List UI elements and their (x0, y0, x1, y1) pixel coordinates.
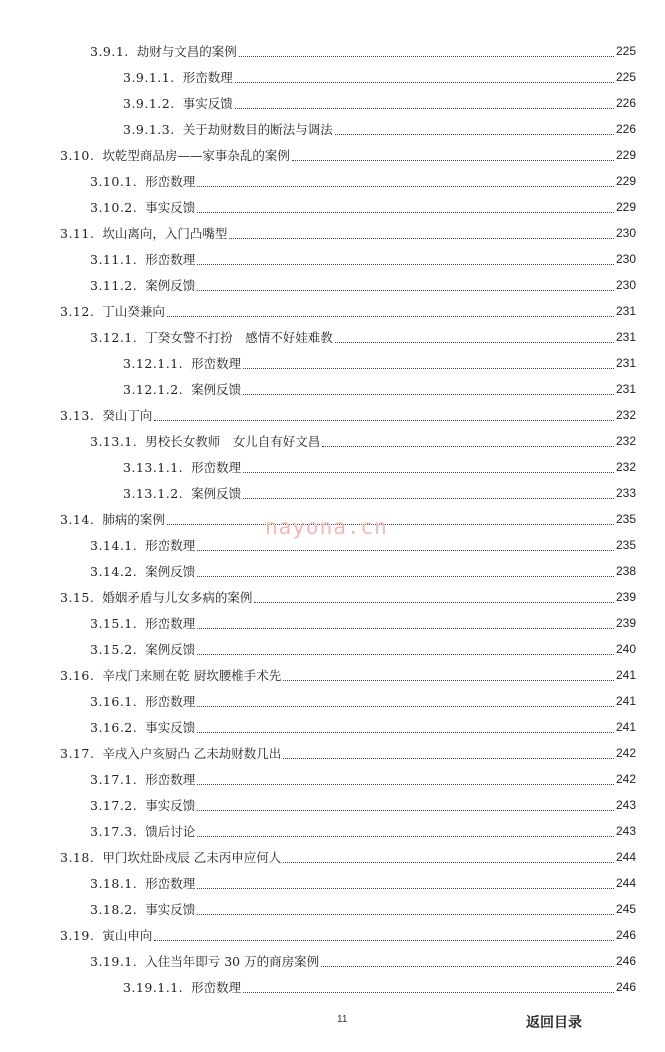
toc-dot-leader (322, 446, 614, 447)
toc-entry-page: 242 (615, 746, 636, 760)
toc-entry-page: 226 (615, 122, 636, 136)
toc-entry-page: 229 (615, 174, 636, 188)
toc-entry-page: 243 (615, 798, 636, 812)
toc-entry-page: 239 (615, 590, 636, 604)
toc-dot-leader (335, 134, 614, 135)
toc-entry[interactable] (0, 38, 665, 64)
toc-dot-leader (235, 82, 614, 83)
toc-entry-page: 225 (615, 44, 636, 58)
toc-entry-page: 232 (615, 434, 636, 448)
toc-entry-title: 事实反馈 (145, 798, 196, 813)
toc-dot-leader (197, 550, 614, 551)
toc-entry-title: 形峦数理 (145, 538, 196, 553)
toc-dot-leader (197, 654, 614, 655)
toc-dot-leader (197, 732, 614, 733)
toc-entry[interactable] (0, 324, 665, 350)
toc-entry-title: 入住当年即亏 30 万的商房案例 (145, 954, 320, 969)
toc-entry-number: 3.10.2. (90, 199, 138, 215)
toc-dot-leader (197, 888, 614, 889)
toc-entry-number: 3.10. (60, 147, 95, 163)
toc-entry[interactable] (0, 688, 665, 714)
toc-dot-leader (197, 264, 614, 265)
toc-entry-page: 235 (615, 512, 636, 526)
toc-entry-number: 3.9.1.1. (123, 69, 175, 85)
toc-entry[interactable] (0, 116, 665, 142)
toc-entry[interactable] (0, 246, 665, 272)
toc-entry-page: 246 (615, 928, 636, 942)
toc-entry-number: 3.13. (60, 407, 95, 423)
toc-entry-title: 案例反馈 (191, 382, 242, 397)
toc-entry-number: 3.9.1.2. (123, 95, 175, 111)
toc-entry-title: 形峦数理 (191, 980, 242, 995)
toc-entry-page: 244 (615, 876, 636, 890)
toc-entry-number: 3.11. (60, 225, 95, 241)
toc-entry-page: 244 (615, 850, 636, 864)
toc-entry-number: 3.15.1. (90, 615, 138, 631)
toc-entry-page: 229 (615, 148, 636, 162)
toc-entry-number: 3.17.1. (90, 771, 138, 787)
toc-entry-title: 肺病的案例 (102, 512, 165, 527)
toc-entry-number: 3.19.1. (90, 953, 138, 969)
toc-entry-number: 3.19. (60, 927, 95, 943)
toc-entry-page: 241 (615, 720, 636, 734)
toc-entry-number: 3.12. (60, 303, 95, 319)
toc-entry[interactable] (0, 870, 665, 896)
toc-entry[interactable] (0, 558, 665, 584)
toc-entry[interactable] (0, 818, 665, 844)
toc-dot-leader (197, 914, 614, 915)
toc-dot-leader (197, 810, 614, 811)
toc-entry-title: 事实反馈 (145, 902, 196, 917)
toc-entry-number: 3.18.2. (90, 901, 138, 917)
toc-entry-title: 辛戌入户亥厨凸 乙未劫财数几出 (102, 746, 282, 761)
toc-entry-number: 3.17. (60, 745, 95, 761)
toc-entry[interactable] (0, 350, 665, 376)
toc-entry[interactable] (0, 402, 665, 428)
toc-entry[interactable] (0, 298, 665, 324)
toc-entry-title: 形峦数理 (145, 616, 196, 631)
toc-entry-title: 事实反馈 (145, 200, 196, 215)
toc-entry-title: 形峦数理 (191, 460, 242, 475)
toc-entry-page: 240 (615, 642, 636, 656)
toc-entry[interactable] (0, 90, 665, 116)
toc-entry-title: 形峦数理 (191, 356, 242, 371)
toc-entry-title: 形峦数理 (145, 772, 196, 787)
toc-entry[interactable] (0, 480, 665, 506)
toc-dot-leader (197, 784, 614, 785)
toc-entry-page: 232 (615, 460, 636, 474)
toc-entry-title: 案例反馈 (191, 486, 242, 501)
toc-entry-title: 馈后讨论 (145, 824, 196, 839)
back-to-toc-link[interactable]: 返回目录 (526, 1015, 582, 1031)
toc-entry-page: 239 (615, 616, 636, 630)
toc-entry-title: 形峦数理 (145, 252, 196, 267)
toc-entry[interactable] (0, 64, 665, 90)
toc-entry[interactable] (0, 168, 665, 194)
toc-entry-page: 246 (615, 980, 636, 994)
toc-dot-leader (154, 940, 614, 941)
toc-dot-leader (283, 862, 614, 863)
toc-entry-title: 坎山离向，入门凸嘴型 (102, 226, 228, 241)
toc-entry[interactable] (0, 662, 665, 688)
toc-entry-number: 3.13.1.2. (123, 485, 184, 501)
toc-dot-leader (197, 706, 614, 707)
toc-entry-number: 3.12.1.2. (123, 381, 184, 397)
toc-entry[interactable] (0, 636, 665, 662)
toc-dot-leader (243, 394, 614, 395)
toc-entry-page: 230 (615, 226, 636, 240)
toc-dot-leader (235, 108, 614, 109)
toc-entry-number: 3.10.1. (90, 173, 138, 189)
toc-dot-leader (243, 472, 614, 473)
toc-entry-number: 3.15.2. (90, 641, 138, 657)
toc-entry-page: 233 (615, 486, 636, 500)
toc-dot-leader (254, 602, 614, 603)
toc-entry[interactable] (0, 740, 665, 766)
toc-entry-title: 坎乾型商品房——家事杂乱的案例 (102, 148, 290, 163)
toc-entry-title: 男校长女教师 女儿自有好文昌 (145, 434, 321, 449)
toc-entry-title: 事实反馈 (182, 96, 233, 111)
toc-entry-title: 事实反馈 (145, 720, 196, 735)
toc-entry[interactable] (0, 974, 665, 1000)
toc-entry[interactable] (0, 272, 665, 298)
toc-entry-number: 3.15. (60, 589, 95, 605)
toc-entry[interactable] (0, 376, 665, 402)
toc-entry-page: 225 (615, 70, 636, 84)
toc-entry-number: 3.14.1. (90, 537, 138, 553)
page-number: 11 (337, 1014, 348, 1025)
toc-entry[interactable] (0, 844, 665, 870)
toc-entry-title: 形峦数理 (145, 174, 196, 189)
toc-entry-page: 232 (615, 408, 636, 422)
toc-entry-page: 238 (615, 564, 636, 578)
toc-entry[interactable] (0, 454, 665, 480)
toc-entry[interactable] (0, 142, 665, 168)
toc-entry-number: 3.16. (60, 667, 95, 683)
toc-dot-leader (197, 836, 614, 837)
toc-entry-number: 3.12.1. (90, 329, 138, 345)
toc-dot-leader (243, 368, 614, 369)
toc-entry-page: 243 (615, 824, 636, 838)
toc-entry-title: 形峦数理 (145, 876, 196, 891)
toc-dot-leader (197, 186, 614, 187)
toc-entry-number: 3.11.2. (90, 277, 138, 293)
toc-dot-leader (197, 212, 614, 213)
toc-entry-page: 231 (615, 304, 636, 318)
toc-dot-leader (283, 680, 614, 681)
toc-entry-page: 230 (615, 252, 636, 266)
toc-entry-page: 241 (615, 694, 636, 708)
toc-dot-leader (154, 420, 614, 421)
toc-dot-leader (167, 316, 614, 317)
toc-entry-title: 案例反馈 (145, 278, 196, 293)
toc-dot-leader (283, 758, 614, 759)
toc-entry-title: 丁癸女警不打扮 感情不好娃难教 (145, 330, 333, 345)
toc-entry[interactable] (0, 194, 665, 220)
toc-entry[interactable] (0, 896, 665, 922)
toc-entry-title: 寅山申向 (102, 928, 153, 943)
toc-dot-leader (197, 628, 614, 629)
toc-entry-title: 劫财与文昌的案例 (136, 44, 237, 59)
toc-entry-number: 3.17.3. (90, 823, 138, 839)
toc-entry-page: 241 (615, 668, 636, 682)
toc-entry[interactable] (0, 792, 665, 818)
toc-entry-number: 3.13.1. (90, 433, 138, 449)
toc-entry-page: 230 (615, 278, 636, 292)
toc-entry-title: 案例反馈 (145, 564, 196, 579)
toc-entry[interactable] (0, 584, 665, 610)
toc-entry-title: 甲门坎灶卧戌辰 乙未丙申应何人 (102, 850, 282, 865)
toc-dot-leader (197, 576, 614, 577)
toc-entry-number: 3.9.1.3. (123, 121, 175, 137)
toc-dot-leader (239, 56, 614, 57)
toc-dot-leader (167, 524, 614, 525)
toc-entry-number: 3.11.1. (90, 251, 138, 267)
toc-dot-leader (243, 498, 614, 499)
watermark: nayona.cn (265, 515, 388, 539)
toc-entry-page: 231 (615, 330, 636, 344)
toc-entry[interactable] (0, 948, 665, 974)
toc-entry[interactable] (0, 220, 665, 246)
toc-dot-leader (292, 160, 614, 161)
toc-entry-page: 245 (615, 902, 636, 916)
toc-entry-number: 3.16.2. (90, 719, 138, 735)
toc-entry-number: 3.19.1.1. (123, 979, 184, 995)
toc-entry-number: 3.12.1.1. (123, 355, 184, 371)
toc-entry[interactable] (0, 610, 665, 636)
toc-entry-page: 231 (615, 382, 636, 396)
toc-entry-title: 案例反馈 (145, 642, 196, 657)
toc-entry[interactable] (0, 714, 665, 740)
toc-entry-number: 3.16.1. (90, 693, 138, 709)
toc-entry[interactable] (0, 922, 665, 948)
toc-entry[interactable] (0, 428, 665, 454)
toc-entry-title: 形峦数理 (145, 694, 196, 709)
toc-entry-page: 226 (615, 96, 636, 110)
toc-dot-leader (321, 966, 614, 967)
toc-entry-number: 3.17.2. (90, 797, 138, 813)
toc-entry-title: 关于劫财数目的断法与调法 (182, 122, 333, 137)
toc-entry-page: 229 (615, 200, 636, 214)
toc-entry-number: 3.9.1. (90, 43, 129, 59)
toc-entry-page: 231 (615, 356, 636, 370)
toc-entry-page: 242 (615, 772, 636, 786)
toc-dot-leader (229, 238, 614, 239)
toc-entry-number: 3.14. (60, 511, 95, 527)
toc-entry-title: 辛戌门来厕在乾 厨坎腰椎手术先 (102, 668, 282, 683)
toc-entry-page: 235 (615, 538, 636, 552)
toc-entry-number: 3.18.1. (90, 875, 138, 891)
toc-entry-number: 3.13.1.1. (123, 459, 184, 475)
toc-dot-leader (335, 342, 614, 343)
toc-entry-number: 3.18. (60, 849, 95, 865)
toc-entry-title: 癸山丁向 (102, 408, 153, 423)
toc-entry-number: 3.14.2. (90, 563, 138, 579)
toc-entry-page: 246 (615, 954, 636, 968)
toc-entry[interactable] (0, 766, 665, 792)
toc-dot-leader (197, 290, 614, 291)
toc-entry-title: 形峦数理 (182, 70, 233, 85)
toc-entry-title: 婚姻矛盾与儿女多病的案例 (102, 590, 253, 605)
toc-dot-leader (243, 992, 614, 993)
toc-entry-title: 丁山癸兼向 (102, 304, 165, 319)
